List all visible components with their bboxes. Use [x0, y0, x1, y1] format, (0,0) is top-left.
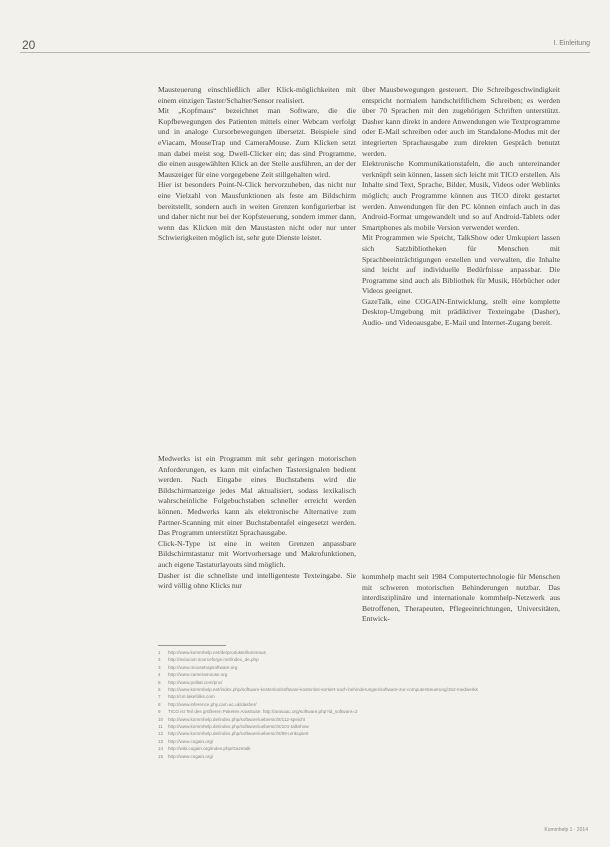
paragraph: Mausteuerung einschließlich aller Klick-möglichkeiten mit einem einzigen Taster/Schalter/Sensor realisiert. [158, 85, 356, 105]
page-number: 20 [22, 38, 36, 52]
footnote-link[interactable]: TICO ist Teil des größeren Paketes ArasSuite: http://arasaac.org/software.php?id_software=2 [168, 709, 358, 715]
header-rule [20, 52, 590, 53]
footnote-number: 2 [158, 657, 161, 663]
footnote-number: 8 [158, 701, 161, 707]
footnote-number: 9 [158, 709, 161, 715]
footnote-number: 15 [158, 753, 164, 759]
footnote-number: 1 [158, 650, 161, 655]
column-left-top [158, 85, 356, 244]
footnote [158, 745, 558, 752]
footnote-number: 12 [158, 731, 164, 737]
footnotes [158, 649, 558, 760]
footnote-number: 6 [158, 687, 161, 693]
footnote [158, 679, 558, 686]
footnote-link[interactable]: http://www.kommhelp.net/de/produkte/ikonmaus [168, 650, 266, 655]
footer-mark: Kommhelp 1 · 2014 [544, 827, 588, 833]
column-right-bottom [362, 572, 560, 625]
footnote-number: 3 [158, 664, 161, 670]
paragraph: Mit Programmen wie Speicht, TalkShow oder Umkupiert lassen sich Satzbibliotheken für Menschen mit Sprachbeeinträchtigungen erstellen und verwalten, die Inhalte sind leicht auf individuelle Bedürfnisse anpassbar. Die Programme sind auch als Bibliothek für Musik, Hörbücher oder Videos geeignet. [362, 233, 560, 296]
footnote [158, 753, 558, 760]
footnote-link[interactable]: http://wiki.cogain.org/index.php/Gazetalk [168, 746, 251, 752]
footnote-number: 10 [158, 716, 164, 722]
footnote [158, 649, 558, 656]
paragraph: Medwerks ist ein Programm mit sehr geringen motorischen Anforderungen, es kann mit einfachen Tastersignalen bedient werden. Nach Eingabe eines Buchstabens wird die Bildschirmanzeige jedes Mal aktualisiert, sodass lexikalisch wahrscheinliche Folgebuchstaben schneller erreicht werden können. Medwerks kann als elektronische Alternative zum Partner-Scanning mit einer Buchstabentafel eingesetzt werden. Das Programm unterstützt Sprachausgabe. [158, 454, 356, 538]
footnote [158, 723, 558, 730]
footnote-link[interactable]: http://www.kommhelp.net/index.php/software-kostenlos/software-kostenlos-sortiert-nach-behinderungen/software-zur-computersteuerung/152-medwerks [168, 687, 478, 693]
footnote-number: 7 [158, 694, 161, 700]
paragraph: über Mausbewegungen gesteuert. Die Schreibgeschwindigkeit entspricht normalem handschriftlichem Schreiben; es werden über 70 Sprachen mit den zugehörigen Schriften unterstützt. Dasher kann direkt in andere Anwendungen wie Textprogramme oder E-Mail schreiben oder auch im Standalone-Modus mit der integrierten Sprachausgabe zum direkten Gespräch benutzt werden. [362, 85, 560, 158]
footnote-link[interactable]: http://www.polital.com/pnc/ [168, 679, 223, 685]
footnote [158, 671, 558, 678]
footnote-link[interactable]: http://www.cameramouse.org [168, 672, 228, 678]
paragraph: Click-N-Type ist eine in weiten Grenzen anpassbare Bildschirmtastatur mit Wortvorhersage und Makrofunktionen, auch eigene Tastaturlayouts sind möglich. [158, 538, 356, 569]
paragraph: Hier ist besonders Point-N-Click hervorzuheben, das nicht nur eine Vielzahl von Mausfunktionen als feste am Bildschirm bereitstellt, sondern auch in weiten Grenzen konfigurierbar ist und daher nicht nur bei der Kopfsteuerung, sondern immer dann, wenn das Klicken mit den Maustasten nicht oder nur unter Schwierigkeiten möglich ist, sehr gute Dienste leistet. [158, 180, 356, 243]
footnote [158, 686, 558, 693]
paragraph: Elektronische Kommunikationstafeln, die auch untereinander verknüpft sein können, lassen sich leicht mit TICO erstellen. Als Inhalte sind Text, Sprache, Bilder, Musik, Videos oder Weblinks möglich; auch Programme können aus TICO direkt gestartet werden. Anwendungen für den PC können einfach auch in das Android-Format umgewandelt und so auf Android-Tablets oder Smartphones als mobile Version verwendet werden. [362, 159, 560, 232]
footnote-number: 4 [158, 672, 161, 678]
footnote-link[interactable]: http://www.cogain.org/ [168, 738, 214, 744]
footnote-rule [158, 645, 226, 646]
footnote-link[interactable]: http://www.inference.phy.cam.ac.uk/dasher/ [168, 701, 257, 707]
footnote [158, 656, 558, 663]
column-left-bottom [158, 454, 356, 592]
column-right-top [362, 85, 560, 329]
footnote-number: 13 [158, 738, 164, 744]
footnote [158, 716, 558, 723]
footnote [158, 664, 558, 671]
running-head: I. Einleitung [553, 40, 590, 47]
paragraph: kommhelp macht seit 1984 Computertechnologie für Menschen mit schweren motorischen Behinderungen nutzbar. Das interdisziplinäre und internationale kommhelp-Netzwerk aus Betroffenen, Therapeuten, Pflegeeinrichtungen, Universitäten, Entwick- [362, 572, 560, 624]
footnote-number: 11 [158, 724, 163, 730]
footnote-link[interactable]: http://www.kommhelp.de/index.php/software/uebersicht/101-talkshow [168, 724, 309, 730]
footnote-link[interactable]: http://www.kommhelp.de/index.php/software/uebersicht/112-speicht [168, 716, 306, 722]
paragraph: Mit „Kopfmaus“ bezeichnet man Software, die die Kopfbewegungen des Patienten mittels einer Webcam verfolgt und in analoge Cursorbewegungen übersetzt. Beispiele sind eViacam, MouseTrap und CameraMouse. Zum Klicken setzt man dabei meist sog. Dwell-Clicker ein; das sind Programme, die einen ausgewählten Klick an der Stelle ausführen, an der der Mauszeiger für eine vorgegebene Zeit stillgehalten wird. [158, 106, 356, 179]
footnote-link[interactable]: http://www.mousetrapsoftware.org [168, 664, 238, 670]
footnote [158, 738, 558, 745]
footnote-link[interactable]: http://www.cogain.org/ [168, 753, 214, 759]
footnote-link[interactable]: http://eviacam.sourceforge.net/index_de.php [168, 657, 259, 663]
footnote-link[interactable]: http://www.kommhelp.de/index.php/software/uebersicht/99-umkupiert [168, 731, 309, 737]
footnote [158, 730, 558, 737]
footnote [158, 708, 558, 715]
footnote [158, 701, 558, 708]
paragraph: GazeTalk, eine COGAIN-Entwicklung, stellt eine komplette Desktop-Umgebung mit prädiktiver Texteingabe (Dasher), Audio- und Videoausgabe, E-Mail und Internet-Zugang bereit. [362, 296, 560, 328]
footnote-link[interactable]: http://cnt.lakefolks.com [168, 694, 215, 700]
footnote-number: 5 [158, 679, 161, 685]
footnote-number: 14 [158, 746, 164, 752]
paragraph: Dasher ist die schnellste und intelligenteste Texteingabe. Sie wird völlig ohne Klicks nur [158, 570, 356, 591]
footnote [158, 693, 558, 700]
